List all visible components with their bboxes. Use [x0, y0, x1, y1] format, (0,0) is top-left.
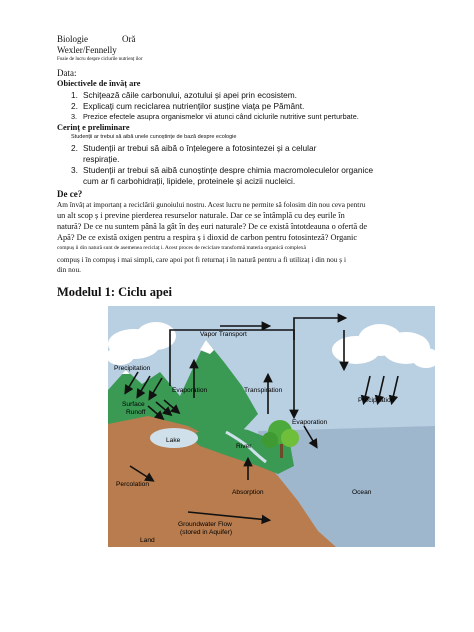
why-paragraph-line: natură? De ce nu suntem până la gât în deș euri naturale? De ce există întotdeauna o ofertă de	[57, 222, 368, 231]
prerequisite-text: respirație.	[83, 154, 120, 164]
precipitation-left-label: Precipitation	[114, 365, 151, 372]
objective-text: Prezice efectele asupra organismelor vii atunci când ciclurile nutritive sunt perturbate.	[83, 112, 359, 121]
prerequisite-number: 3.	[71, 165, 78, 175]
prerequisites-heading: Cerinț e preliminare	[57, 123, 130, 132]
subject-label: Biologie	[57, 34, 88, 44]
percolation-label: Percolation	[116, 481, 149, 488]
groundwater-label: Groundwater Flow	[178, 521, 232, 528]
objective-item	[71, 101, 304, 111]
transpiration-label: Transpiration	[244, 387, 283, 394]
model-title: Modelul 1: Ciclu apei	[57, 285, 172, 299]
objective-number: 2.	[71, 101, 78, 111]
prerequisite-item	[71, 165, 373, 175]
prerequisite-number: 2.	[71, 143, 78, 153]
author-label: Wexler/Fennelly	[57, 45, 117, 55]
objective-text: Schițează căile carbonului, azotului și apei prin ecosistem.	[83, 90, 297, 100]
prerequisite-intro: Studenții ar trebui să aibă unele cunoștințe de bază despre ecologie	[71, 134, 237, 140]
vapor-transport-label: Vapor Transport	[200, 331, 247, 338]
date-label: Data:	[57, 68, 77, 78]
why-heading: De ce?	[57, 189, 83, 199]
land-label: Land	[140, 537, 155, 544]
precipitation-right-label: Precipitation	[358, 397, 395, 404]
evaporation-left-label: Evaporation	[172, 387, 208, 394]
water-cycle-diagram	[108, 306, 435, 547]
worksheet-label: Foaie de lucru despre ciclurile nutrienț ilor	[57, 57, 143, 62]
objective-number: 1.	[71, 90, 78, 100]
prerequisite-text: cum ar fi carbohidrații, lipidele, proteinele și acizii nucleici.	[83, 176, 296, 186]
surface-runoff-label: Surface	[122, 401, 145, 408]
objective-number: 3.	[71, 112, 78, 121]
prerequisite-text: Studenții ar trebui să aibă o înțelegere a fotosintezei și a celular	[83, 143, 317, 153]
river-label: River	[236, 443, 252, 450]
objective-text: Explicați cum reciclarea nutrienților susține viața pe Pământ.	[83, 101, 305, 111]
ocean-label: Ocean	[352, 489, 372, 496]
objectives-heading: Obiectivele de învăț are	[57, 79, 141, 88]
objective-item	[71, 112, 359, 121]
evaporation-right-label: Evaporation	[292, 419, 328, 426]
why-paragraph-line: Am învăț at importanț a reciclării gunoiului nostru. Acest lucru ne permite să folosim din nou ceva pentru	[57, 200, 366, 209]
surface-runoff-label: Runoff	[126, 409, 146, 416]
why-paragraph-line: compuș i în compuș i mai simpli, care apoi pot fi returnaț i în natură pentru a fi utilizaț i din nou ș i	[57, 255, 346, 264]
why-paragraph-line: un alt scop ș i previne pierderea resurselor naturale. Dar ce se întâmplă cu deș eurile în	[57, 211, 345, 220]
prerequisite-item	[71, 143, 316, 153]
why-paragraph-line: din nou.	[57, 265, 81, 274]
hour-label: Oră	[122, 34, 136, 44]
groundwater-label: (stored in Aquifer)	[180, 529, 233, 536]
prerequisite-text: Studenții ar trebui să aibă cunoștințe despre chimia macromoleculelor organice	[83, 165, 374, 175]
why-paragraph-line: Apă? De ce există oxigen pentru a respira ș i dioxid de carbon pentru fotosinteză? Organic	[57, 233, 358, 242]
objective-item	[71, 90, 297, 100]
absorption-label: Absorption	[232, 489, 264, 496]
why-paragraph-line: compuș ii din natură sunt de asemenea reciclaț i. Acest proces de reciclare transformă materia organică complexă	[57, 245, 306, 251]
lake-label: Lake	[166, 437, 181, 444]
